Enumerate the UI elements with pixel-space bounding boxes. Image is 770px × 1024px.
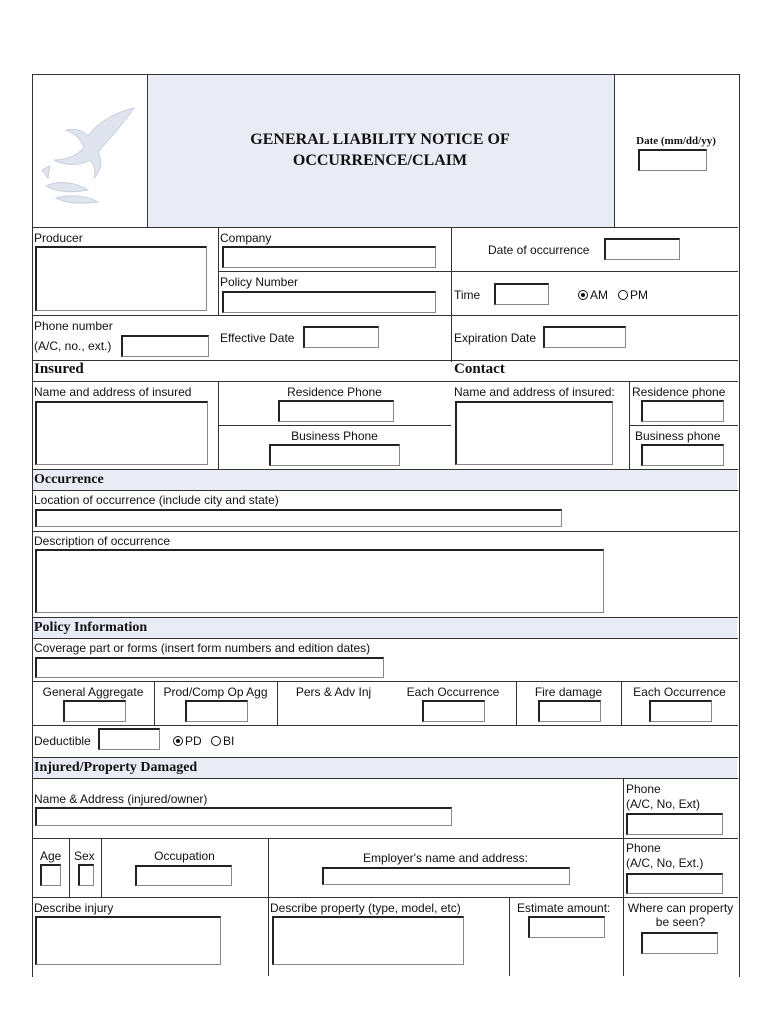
limit-label-fire-damage: Fire damage [534,685,603,699]
employer-phone-label: Phone [626,841,661,855]
policy-info-heading: Policy Information [34,620,148,635]
contact-residence-phone-field[interactable] [641,400,724,422]
deductible-field[interactable] [98,728,160,750]
limit-label-each-occurrence-2: Each Occurrence [633,685,726,699]
expiration-date-label: Expiration Date [454,331,537,345]
occupation-label: Occupation [154,849,215,863]
each-occurrence-field[interactable] [422,700,485,722]
deductible-label: Deductible [34,734,91,748]
employer-phone-field[interactable] [626,873,723,894]
injured-name-address-label: Name & Address (injured/owner) [34,792,208,806]
employer-field[interactable] [322,867,570,885]
occupation-field[interactable] [135,865,232,886]
injured-name-address-field[interactable] [35,807,452,826]
prod-comp-field[interactable] [185,700,248,722]
insured-residence-phone-field[interactable] [278,400,394,422]
company-label: Company [220,231,272,245]
description-label: Description of occurrence [34,534,171,548]
injured-phone-label: Phone [626,782,661,796]
contact-business-phone-field[interactable] [641,444,724,466]
sex-field[interactable] [78,864,94,886]
producer-label: Producer [34,231,83,245]
general-aggregate-field[interactable] [63,700,126,722]
fire-damage-field[interactable] [538,700,601,722]
age-field[interactable] [40,864,61,886]
insured-business-phone-field[interactable] [269,444,400,466]
phone-number-sublabel: (A/C, no., ext.) [34,339,112,353]
estimate-amount-label: Estimate amount: [517,901,611,915]
age-label: Age [40,849,62,863]
header-band [147,75,614,227]
form-title-line1: GENERAL LIABILITY NOTICE OF [250,131,510,148]
insured-residence-phone-label: Residence Phone [287,385,382,399]
where-seen-field[interactable] [641,932,718,954]
contact-name-address-label: Name and address of insured: [454,385,615,399]
insured-heading: Insured [34,361,84,377]
location-field[interactable] [35,509,562,527]
form-title-line2: OCCURRENCE/CLAIM [292,152,468,169]
phone-number-label: Phone number [34,319,113,333]
employer-phone-sublabel: (A/C, No, Ext.) [626,856,704,870]
where-seen-label: Where can property [627,901,734,915]
estimate-amount-field[interactable] [528,916,605,938]
policy-number-field[interactable] [222,291,436,313]
where-seen-sublabel: be seen? [655,915,706,929]
limit-label-general-aggregate: General Aggregate [42,685,144,699]
location-label: Location of occurrence (include city and state) [34,493,279,507]
bird-logo-icon [36,100,140,210]
describe-injury-label: Describe injury [34,901,114,915]
sex-label: Sex [74,849,95,863]
employer-label: Employer's name and address: [362,851,529,865]
bi-radio[interactable]: BI [211,734,234,748]
time-label: Time [454,288,481,302]
insured-name-address-field[interactable] [35,401,208,465]
date-of-occurrence-field[interactable] [604,238,680,260]
describe-injury-field[interactable] [35,916,221,965]
description-field[interactable] [35,549,604,613]
describe-property-label: Describe property (type, model, etc) [270,901,461,915]
injured-phone-sublabel: (A/C, No, Ext) [626,797,701,811]
producer-phone-field[interactable] [121,335,209,357]
limit-label-prod-comp: Prod/Comp Op Agg [163,685,268,699]
policy-number-label: Policy Number [220,275,299,289]
time-field[interactable] [494,283,549,305]
company-field[interactable] [222,246,436,268]
date-of-occurrence-label: Date of occurrence [488,243,590,257]
contact-residence-phone-label: Residence phone [632,385,726,399]
am-radio[interactable]: AM [578,288,608,302]
date-field[interactable] [638,149,707,171]
contact-business-phone-label: Business phone [635,429,721,443]
producer-field[interactable] [35,246,207,311]
coverage-label: Coverage part or forms (insert form numbers and edition dates) [34,641,371,655]
pd-radio[interactable]: PD [173,734,202,748]
coverage-field[interactable] [35,657,384,678]
injured-heading: Injured/Property Damaged [34,760,198,775]
limit-label-each-occurrence: Each Occurrence [406,685,500,699]
limit-label-pers-adv: Pers & Adv Inj [295,685,372,699]
pm-radio[interactable]: PM [618,288,648,302]
insured-name-address-label: Name and address of insured [34,385,192,399]
contact-name-address-field[interactable] [455,401,613,465]
expiration-date-field[interactable] [543,326,626,348]
insured-business-phone-label: Business Phone [291,429,378,443]
contact-heading: Contact [454,361,505,377]
date-label: Date (mm/dd/yy) [636,135,716,147]
injured-phone-field[interactable] [626,813,723,835]
each-occurrence-2-field[interactable] [649,700,712,722]
occurrence-heading: Occurrence [34,472,104,487]
effective-date-label: Effective Date [220,331,295,345]
describe-property-field[interactable] [272,916,464,965]
effective-date-field[interactable] [303,326,379,348]
